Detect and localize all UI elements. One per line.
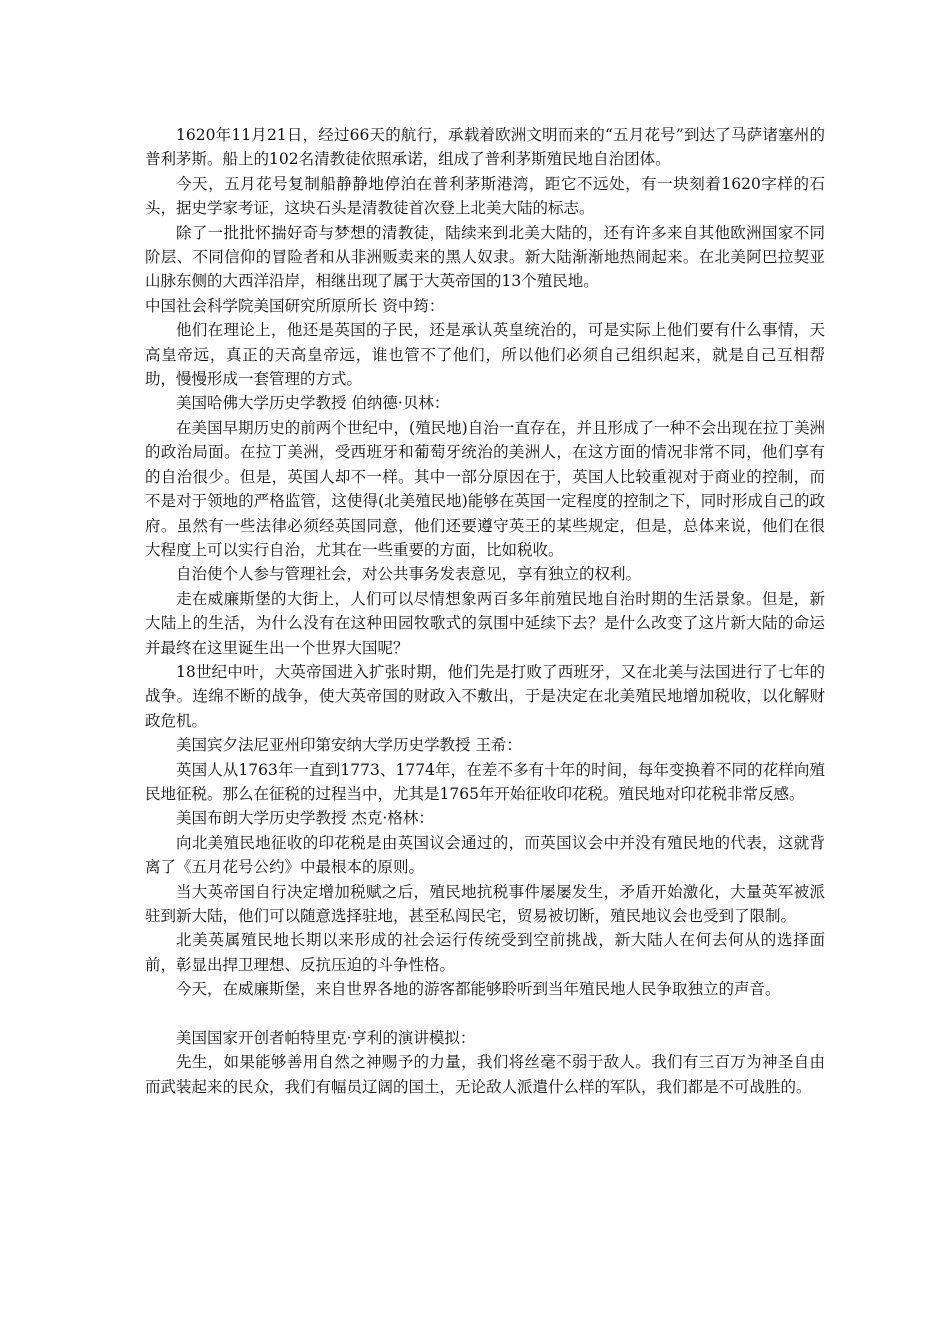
paragraph-challenge: 北美英属殖民地长期以来形成的社会运行传统受到空前挑战，新大陆人在何去何从的选择面前，彰显出捍卫理想、反抗压迫的斗争性格。 — [145, 931, 825, 974]
quote-jack-greene: 向北美殖民地征收的印花税是由英国议会通过的，而英国议会中并没有殖民地的代表，这就背离了《五月花号公约》中最根本的原则。 — [145, 833, 825, 877]
quote-patrick-henry: 先生，如果能够善用自然之神赐予的力量，我们将丝毫不弱于敌人。我们有三百万为神圣自由而武装起来的民众，我们有幅员辽阔的国土，无论敌人派遣什么样的军队，我们都是不可战胜的。 — [145, 1053, 825, 1096]
speaker-jack-greene: 美国布朗大学历史学教授 杰克·格林： — [176, 809, 434, 828]
paragraph-mayflower-arrival: 1620年11月21日，经过66天的航行，承载着欧洲文明而来的“五月花号”到达了马萨诸塞州的普利茅斯。船上的102名清教徒依照承诺，组成了普利茅斯殖民地自治团体。 — [145, 126, 825, 169]
speaker-bernard-bailyn: 美国哈佛大学历史学教授 伯纳德·贝林： — [176, 394, 450, 413]
paragraph-plymouth-rock: 今天，五月花号复制船静静地停泊在普利茅斯港湾，距它不远处，有一块刻着1620字样的石头，据史学家考证，这块石头是清教徒首次登上北美大陆的标志。 — [145, 174, 825, 218]
quote-bernard-bailyn: 在美国早期历史的前两个世纪中，(殖民地)自治一直存在，并且形成了一种不会出现在拉丁美洲的政治局面。在拉丁美洲，受西班牙和葡萄牙统治的美洲人，在这方面的情况非常不同，他们享有的自治很少。但是，英国人却不一样。其中一部分原因在于，英国人比较重视对于商业的控制，而不是对于领地的严格监管，这使得(北美殖民地)能够在英国一定程度的控制之下，同时形成自己的政府。虽然有一些法律必须经英国同意，他们还要遵守英王的某些规定，但是，总体来说，他们在很大程度上可以实行自治，尤其在一些重要的方面，比如税收。 — [145, 418, 825, 559]
quote-wang-xi: 英国人从1763年一直到1773、1774年，在差不多有十年的时间，每年变换着不同的花样向殖民地征税。那么在征税的过程当中，尤其是1765年开始征收印花税。殖民地对印花税非常反感。 — [145, 760, 825, 803]
document-body — [145, 123, 825, 1099]
speaker-zi-zhongyun: 中国社会科学院美国研究所原所长 资中筠： — [145, 296, 445, 315]
speaker-patrick-henry: 美国国家开创者帕特里克·亨利的演讲模拟： — [176, 1029, 476, 1048]
quote-zi-zhongyun: 他们在理论上，他还是英国的子民，还是承认英皇统治的，可是实际上他们要有什么事情，天高皇帝远，真正的天高皇帝远，谁也管不了他们，所以他们必须自己组织起来，就是自己互相帮助，慢慢形成一套管理的方式。 — [145, 321, 825, 389]
paragraph-seven-years-war: 18世纪中叶，大英帝国进入扩张时期，他们先是打败了西班牙，又在北美与法国进行了七年的战争。连绵不断的战争，使大英帝国的财政入不敷出，于是决定在北美殖民地增加税收，以化解财政危机。 — [145, 662, 825, 730]
paragraph-spacer — [145, 1002, 825, 1026]
speaker-wang-xi: 美国宾夕法尼亚州印第安纳大学历史学教授 王希： — [176, 736, 522, 755]
paragraph-self-government: 自治使个人参与管理社会，对公共事务发表意见，享有独立的权利。 — [176, 565, 642, 584]
paragraph-thirteen-colonies: 除了一批批怀揣好奇与梦想的清教徒，陆续来到北美大陆的，还有许多来自其他欧洲国家不同阶层、不同信仰的冒险者和从非洲贩卖来的黑人奴隶。新大陆渐渐地热闹起来。在北美阿巴拉契亚山脉东侧的大西洋沿岸，相继出现了属于大英帝国的13个殖民地。 — [145, 223, 825, 291]
paragraph-tax-resistance: 当大英帝国自行决定增加税赋之后，殖民地抗税事件屡屡发生，矛盾开始激化，大量英军被派驻到新大陆，他们可以随意选择驻地，甚至私闯民宅，贸易被切断，殖民地议会也受到了限制。 — [145, 882, 825, 925]
paragraph-visitors: 今天，在威廉斯堡，来自世界各地的游客都能够聆听到当年殖民地人民争取独立的声音。 — [176, 980, 781, 999]
paragraph-williamsburg-street: 走在威廉斯堡的大街上，人们可以尽情想象两百多年前殖民地自治时期的生活景象。但是，新大陆上的生活，为什么没有在这种田园牧歌式的氛围中延续下去？是什么改变了这片新大陆的命运并最终在这里诞生出一个世界大国呢？ — [145, 589, 825, 657]
